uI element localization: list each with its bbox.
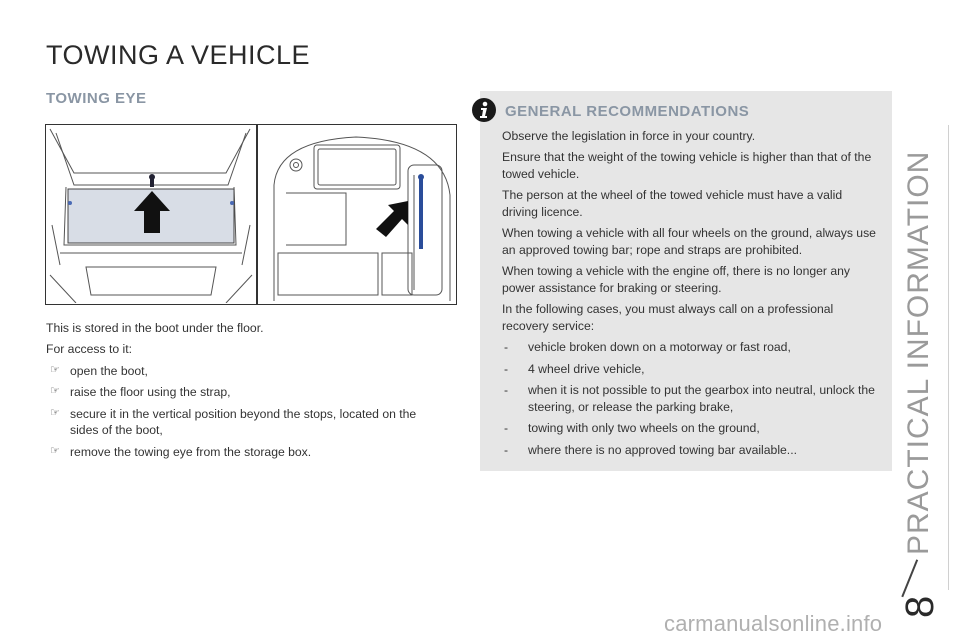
towing-eye-instructions [46, 320, 446, 465]
recommendation-paragraph: Observe the legislation in force in your country. [502, 129, 756, 143]
recommendation-paragraph: In the following cases, you must always call on a professional recovery service: [502, 302, 834, 333]
page-title: TOWING A VEHICLE [46, 40, 311, 70]
recommendation-paragraph: When towing a vehicle with the engine off, there is no longer any power assistance for braking or steering. [502, 264, 851, 295]
list-item: - when it is not possible to put the gearbox into neutral, unlock the steering, or release the parking brake, [504, 383, 875, 414]
chapter-slash [901, 559, 917, 597]
list-item: - where there is no approved towing bar available... [504, 442, 797, 457]
list-item: ☞ open the boot, [50, 363, 148, 378]
towing-eye-intro: This is stored in the boot under the floor. [46, 321, 264, 335]
access-steps [46, 363, 446, 460]
watermark: carmanualsonline.info [664, 611, 883, 636]
towing-eye-heading: TOWING EYE [46, 90, 147, 107]
dash-bullet: - [504, 340, 509, 355]
recovery-cases [502, 339, 878, 458]
recommendation-paragraph: The person at the wheel of the towed vehicle must have a valid driving licence. [502, 188, 843, 219]
dash-bullet: - [504, 361, 509, 376]
recommendation-paragraph: Ensure that the weight of the towing vehicle is higher than that of the towed vehicle. [502, 150, 872, 181]
chapter-divider [948, 125, 949, 590]
general-recommendations-box [480, 91, 892, 471]
arrow-bullet-icon: ☞ [50, 363, 60, 376]
arrow-bullet-icon: ☞ [50, 444, 60, 457]
arrow-bullet-icon: ☞ [50, 406, 60, 419]
chapter-title: PRACTICAL INFORMATION [902, 150, 935, 555]
general-recommendations-heading: GENERAL RECOMMENDATIONS [505, 103, 750, 120]
list-item: - towing with only two wheels on the ground, [504, 421, 760, 436]
dash-bullet: - [504, 421, 509, 436]
list-item: ☞ remove the towing eye from the storage box. [50, 444, 312, 459]
list-item: - 4 wheel drive vehicle, [504, 361, 645, 376]
recommendation-paragraph: When towing a vehicle with all four wheels on the ground, always use an approved towing bar; rope and straps are prohibited. [502, 226, 876, 257]
recommendations-text [502, 128, 878, 463]
illustration-divider [256, 125, 258, 304]
list-item: ☞ raise the floor using the strap, [50, 385, 231, 400]
arrow-bullet-icon: ☞ [50, 385, 60, 398]
list-item: ☞ secure it in the vertical position beyond the stops, located on the sides of the boot, [50, 406, 417, 438]
dash-bullet: - [504, 383, 509, 398]
boot-illustration [46, 125, 456, 303]
info-icon [471, 97, 497, 123]
chapter-number: 8 [898, 595, 942, 618]
dash-bullet: - [504, 442, 509, 457]
list-item: - vehicle broken down on a motorway or fast road, [504, 340, 791, 355]
towing-eye-illustration [45, 124, 457, 305]
access-label: For access to it: [46, 342, 133, 357]
